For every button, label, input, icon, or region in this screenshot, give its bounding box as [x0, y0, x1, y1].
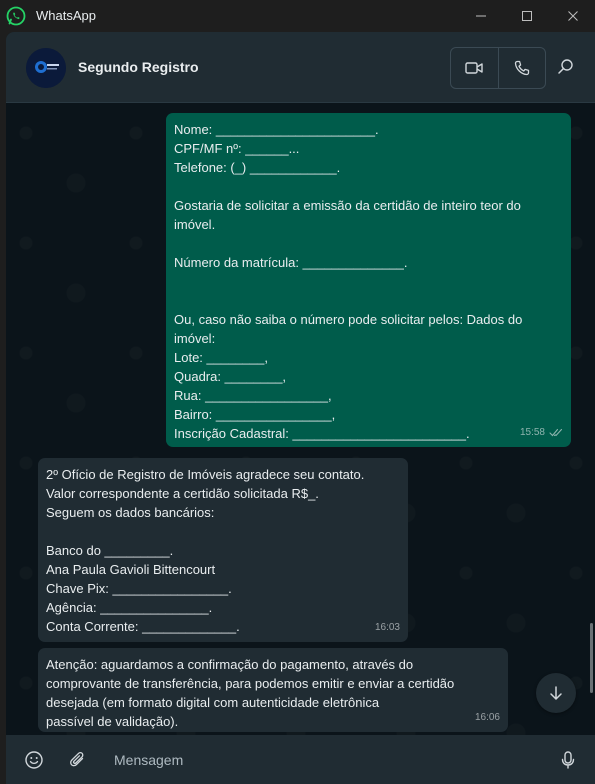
- message-line: [174, 291, 563, 310]
- microphone-icon: [558, 750, 578, 770]
- message-time: 16:06: [474, 712, 500, 723]
- message-line: Valor correspondente a certidão solicitada R$_.: [46, 486, 319, 501]
- maximize-icon: [521, 10, 533, 22]
- message-line: 2º Ofício de Registro de Imóveis agradece seu contato.: [46, 467, 365, 482]
- message-line: Gostaria de solicitar a emissão da certidão de inteiro teor do: [174, 198, 521, 213]
- message-line: Ana Paula Gavioli Bittencourt: [46, 562, 216, 577]
- message-meta: [520, 423, 563, 442]
- arrow-down-icon: [548, 685, 564, 701]
- message-line: CPF/MF nº: ______...: [174, 141, 300, 156]
- video-call-icon: [465, 61, 483, 75]
- message-line: Lote: ________,: [174, 350, 268, 365]
- close-icon: [567, 10, 579, 22]
- message-line: [174, 177, 563, 196]
- contact-avatar[interactable]: [26, 48, 66, 88]
- message-line: Inscrição Cadastral: ________________________.: [174, 426, 470, 441]
- message-line: [174, 272, 563, 291]
- emoji-button[interactable]: [24, 750, 44, 770]
- message-line: passível de validação).: [46, 714, 179, 729]
- message-line: imóvel:: [174, 331, 216, 346]
- paperclip-icon: [68, 750, 88, 770]
- message-line: Chave Pix: ________________.: [46, 581, 232, 596]
- message-input[interactable]: [106, 745, 542, 775]
- search-button[interactable]: [556, 57, 576, 77]
- contact-name[interactable]: Segundo Registro: [78, 59, 199, 75]
- message-line: comprovante de transferência, para podemos emitir e enviar a certidão: [46, 676, 455, 691]
- app-frame: [6, 32, 595, 784]
- message-line: [46, 522, 400, 541]
- phone-icon: [514, 60, 530, 76]
- message-line: Ou, caso não saiba o número pode solicitar pelos: Dados do: [174, 312, 523, 327]
- attach-button[interactable]: [68, 750, 88, 770]
- voice-call-button[interactable]: [498, 48, 546, 88]
- message-scrollbar[interactable]: [590, 623, 593, 693]
- composer: [6, 735, 595, 784]
- message-line: Bairro: ________________,: [174, 407, 336, 422]
- voice-message-button[interactable]: [558, 750, 578, 770]
- message-meta: [375, 618, 400, 637]
- maximize-button[interactable]: [504, 0, 550, 32]
- message-line: Quadra: ________,: [174, 369, 287, 384]
- emoji-icon: [24, 750, 44, 770]
- message-line: Atenção: aguardamos a confirmação do pagamento, através do: [46, 657, 414, 672]
- search-icon: [556, 57, 576, 77]
- video-call-button[interactable]: [451, 48, 498, 88]
- message-line: Número da matrícula: ______________.: [174, 255, 408, 270]
- call-buttons: [450, 47, 546, 89]
- message-line: Conta Corrente: _____________.: [46, 619, 240, 634]
- message-line: imóvel.: [174, 217, 216, 232]
- message-incoming[interactable]: [38, 648, 508, 732]
- message-line: Banco do _________.: [46, 543, 174, 558]
- message-line: [174, 234, 563, 253]
- window-titlebar: [0, 0, 595, 32]
- message-line: Telefone: (_) ____________.: [174, 160, 341, 175]
- minimize-icon: [475, 10, 487, 22]
- message-time: 15:58: [519, 427, 545, 438]
- message-outgoing[interactable]: [166, 113, 571, 447]
- window-title: WhatsApp: [36, 8, 96, 23]
- message-list[interactable]: [6, 103, 595, 735]
- chat-header: [6, 32, 595, 103]
- message-meta: [475, 708, 500, 727]
- double-check-icon: [549, 428, 563, 437]
- message-line: desejada (em formato digital com autenticidade eletrônica: [46, 695, 380, 710]
- minimize-button[interactable]: [458, 0, 504, 32]
- close-button[interactable]: [550, 0, 595, 32]
- message-time: 16:03: [374, 622, 400, 633]
- message-incoming[interactable]: [38, 458, 408, 642]
- scroll-to-bottom-button[interactable]: [536, 673, 576, 713]
- whatsapp-logo-icon: [6, 6, 26, 26]
- avatar-logo-icon: [26, 48, 66, 88]
- message-line: Seguem os dados bancários:: [46, 505, 215, 520]
- message-line: Nome: ______________________.: [174, 122, 379, 137]
- message-line: Agência: _______________.: [46, 600, 213, 615]
- message-line: Rua: _________________,: [174, 388, 332, 403]
